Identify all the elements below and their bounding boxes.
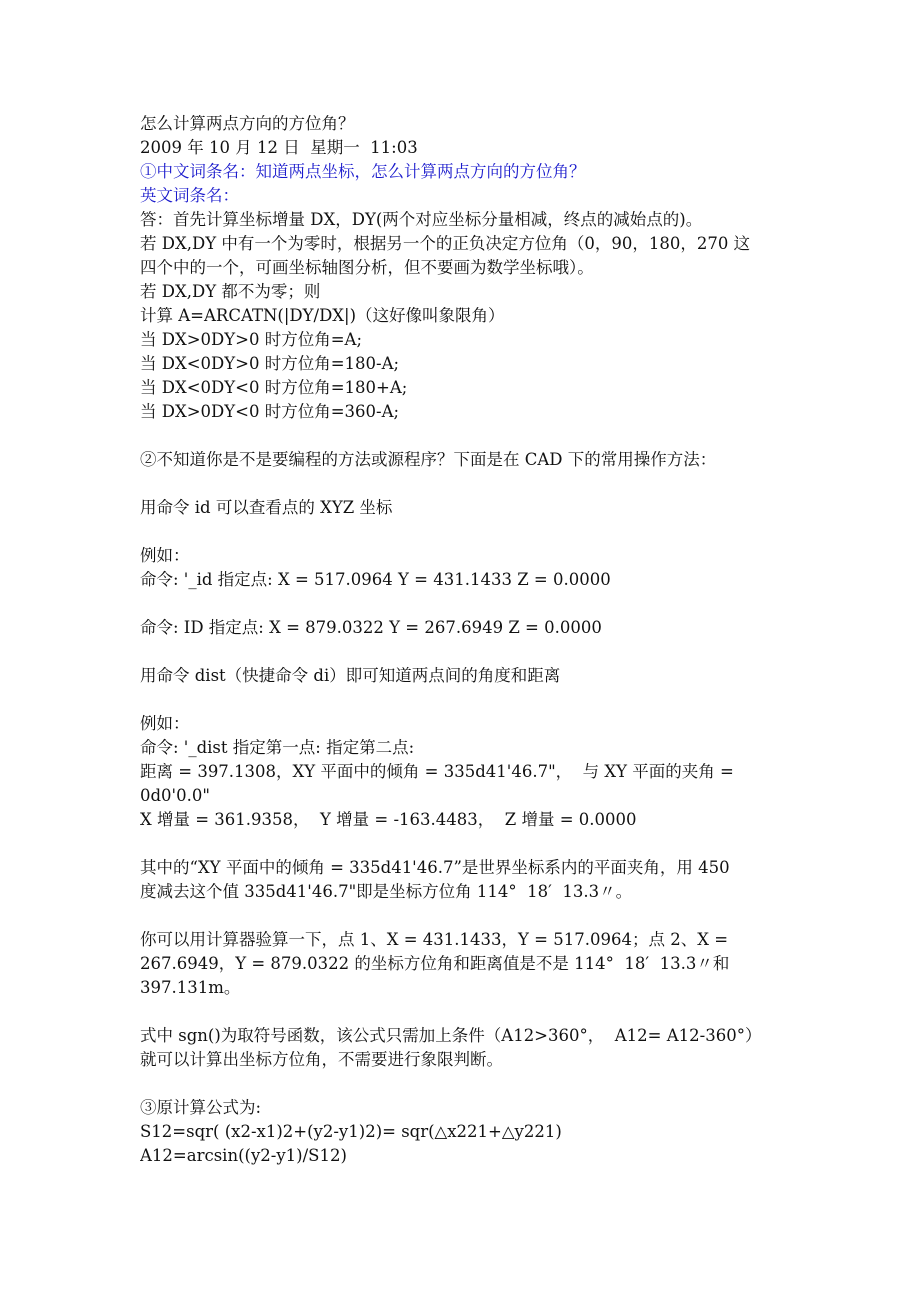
answer-line: 当 DX>0DY<0 时方位角=360-A;	[140, 402, 400, 421]
answer-line: 若 DX,DY 中有一个为零时，根据另一个的正负决定方位角（0，90，180，270 这	[140, 234, 751, 253]
spacer	[140, 520, 788, 544]
verify-line: 你可以用计算器验算一下，点 1、X = 431.1433，Y = 517.0964；点 2、X =	[140, 930, 729, 949]
spacer	[140, 424, 788, 448]
answer-line: 若 DX,DY 都不为零；则	[140, 282, 321, 301]
spacer	[140, 1000, 788, 1024]
entry-name-english: 英文词条名：	[140, 186, 239, 205]
spacer	[140, 472, 788, 496]
section-3-line: ③原计算公式为:	[140, 1098, 262, 1117]
section-3-line: A12=arcsin((y2-y1)/S12)	[140, 1146, 347, 1165]
spacer	[140, 1072, 788, 1096]
spacer	[140, 904, 788, 928]
document-date: 2009 年 10 月 12 日 星期一 11:03	[140, 138, 418, 157]
answer-line: 当 DX<0DY>0 时方位角=180-A;	[140, 354, 400, 373]
example-label: 例如：	[140, 546, 190, 565]
answer-line: 计算 A=ARCATN(|DY/DX|)（这好像叫象限角）	[140, 306, 505, 325]
section-2-intro: ②不知道你是不是要编程的方法或源程序？下面是在 CAD 下的常用操作方法：	[140, 450, 717, 469]
answer-line: 四个中的一个，可画坐标轴图分析，但不要画为数学坐标哦）。	[140, 258, 594, 277]
section-3-line: S12=sqr( (x2-x1)2+(y2-y1)2)= sqr(△x221+△y221)	[140, 1122, 562, 1141]
answer-line: 当 DX>0DY>0 时方位角=A;	[140, 330, 363, 349]
spacer	[140, 592, 788, 616]
dist-command-text: 用命令 dist（快捷命令 di）即可知道两点间的角度和距离	[140, 666, 561, 685]
document-title: 怎么计算两点方向的方位角？	[140, 114, 355, 133]
answer-line: 答：首先计算坐标增量 DX，DY(两个对应坐标分量相减，终点的减始点的)。	[140, 210, 703, 229]
dist-example-line: X 增量 = 361.9358， Y 增量 = -163.4483， Z 增量 = 0.0000	[140, 810, 637, 829]
entry-name-chinese: ①中文词条名：知道两点坐标，怎么计算两点方向的方位角？	[140, 162, 586, 181]
dist-example-line: 0d0'0.0"	[140, 786, 210, 805]
example-label: 例如：	[140, 714, 190, 733]
answer-line: 当 DX<0DY<0 时方位角=180+A;	[140, 378, 408, 397]
spacer	[140, 832, 788, 856]
verify-line: 397.131m。	[140, 978, 241, 997]
verify-line: 267.6949，Y = 879.0322 的坐标方位角和距离值是不是 114° 18′ 13.3〃和	[140, 954, 730, 973]
formula-note-line: 就可以计算出坐标方位角，不需要进行象限判断。	[140, 1050, 503, 1069]
formula-note-line: 式中 sgn()为取符号函数，该公式只需加上条件（A12>360°， A12= A12-360°）	[140, 1026, 762, 1045]
id-example-line: 命令: ID 指定点: X = 879.0322 Y = 267.6949 Z = 0.0000	[140, 618, 602, 637]
document-page	[140, 112, 788, 1168]
dist-example-line: 命令: '_dist 指定第一点: 指定第二点:	[140, 738, 415, 757]
dist-example-line: 距离 = 397.1308，XY 平面中的倾角 = 335d41'46.7"， 与 XY 平面的夹角 =	[140, 762, 734, 781]
spacer	[140, 640, 788, 664]
id-command-text: 用命令 id 可以查看点的 XYZ 坐标	[140, 498, 393, 517]
note-line: 度减去这个值 335d41'46.7"即是坐标方位角 114° 18′ 13.3〃。	[140, 882, 633, 901]
spacer	[140, 688, 788, 712]
id-example-line: 命令: '_id 指定点: X = 517.0964 Y = 431.1433 Z = 0.0000	[140, 570, 611, 589]
note-line: 其中的“XY 平面中的倾角 = 335d41'46.7”是世界坐标系内的平面夹角，用 450	[140, 858, 730, 877]
